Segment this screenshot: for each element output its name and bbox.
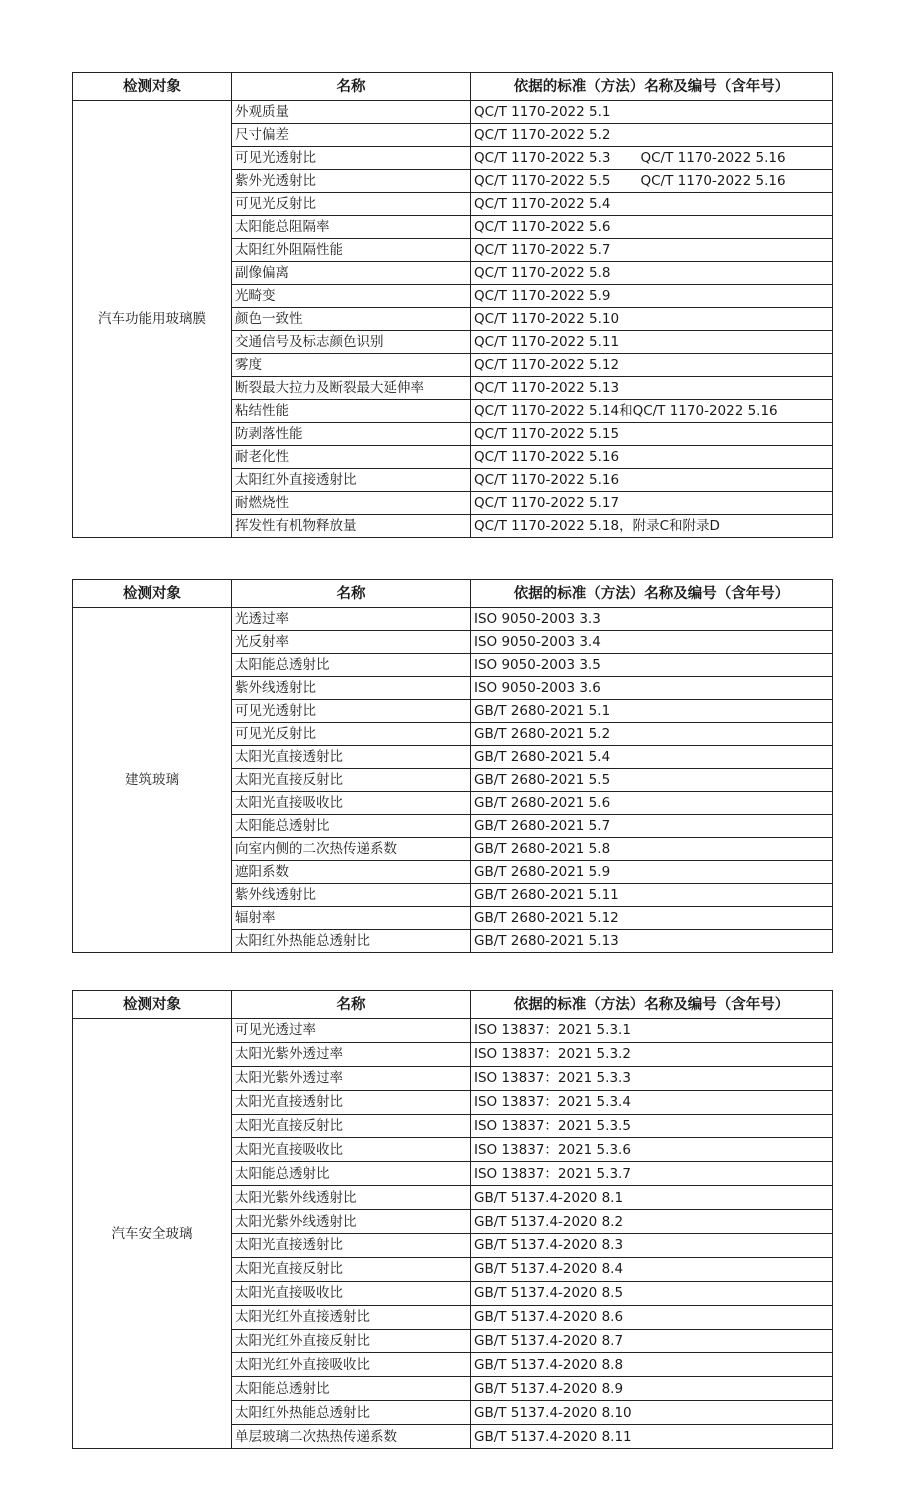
header-test-object: 检测对象 [73, 991, 232, 1019]
standard-cell [471, 101, 833, 124]
standard-cell [471, 239, 833, 262]
standard-cell [471, 884, 833, 907]
standard-cell [471, 1305, 833, 1329]
standard-cell [471, 792, 833, 815]
standard-cell [471, 1210, 833, 1234]
standard-cell [471, 1162, 833, 1186]
standard-cell [471, 815, 833, 838]
header-test-object: 检测对象 [73, 73, 232, 101]
standard-ref: QC/T 1170-2022 5.16 [474, 472, 620, 488]
standard-ref: GB/T 2680-2021 5.2 [474, 726, 611, 742]
item-name-cell: 防剥落性能 [232, 423, 471, 446]
standard-cell [471, 1042, 833, 1066]
standard-cell [471, 654, 833, 677]
standard-cell [471, 1186, 833, 1210]
standard-cell [471, 423, 833, 446]
item-name-cell: 太阳红外直接透射比 [232, 469, 471, 492]
standard-ref: GB/T 5137.4-2020 8.3 [474, 1237, 624, 1254]
standard-ref: ISO 9050-2003 3.6 [474, 680, 601, 696]
item-name-cell: 太阳红外阻隔性能 [232, 239, 471, 262]
standard-cell [471, 746, 833, 769]
item-name-cell: 尺寸偏差 [232, 124, 471, 147]
header-standard: 依据的标准（方法）名称及编号（含年号） [471, 580, 833, 608]
item-name-cell: 太阳光紫外线透射比 [232, 1210, 471, 1234]
standard-ref: QC/T 1170-2022 5.10 [474, 311, 620, 327]
item-name-cell: 可见光反射比 [232, 723, 471, 746]
item-name-cell: 可见光反射比 [232, 193, 471, 216]
item-name-cell: 太阳能总阻隔率 [232, 216, 471, 239]
standard-cell [471, 262, 833, 285]
standard-ref: QC/T 1170-2022 5.2 [474, 127, 611, 143]
standard-cell [471, 930, 833, 953]
standard-cell [471, 1329, 833, 1353]
standard-cell [471, 1257, 833, 1281]
item-name-cell: 太阳光直接透射比 [232, 746, 471, 769]
item-name-cell: 可见光透射比 [232, 700, 471, 723]
standard-ref: QC/T 1170-2022 5.4 [474, 196, 611, 212]
item-name-cell: 紫外光透射比 [232, 170, 471, 193]
header-item-name: 名称 [232, 73, 471, 101]
standard-ref: GB/T 2680-2021 5.9 [474, 864, 611, 880]
standard-cell [471, 1377, 833, 1401]
standard-ref: GB/T 5137.4-2020 8.10 [474, 1404, 632, 1421]
standards-table-building-glass [72, 579, 833, 953]
standard-ref: ISO 13837：2021 5.3.4 [474, 1094, 631, 1111]
item-name-cell: 光反射率 [232, 631, 471, 654]
item-name-cell: 太阳能总透射比 [232, 1377, 471, 1401]
standard-ref: GB/T 5137.4-2020 8.6 [474, 1309, 624, 1326]
item-name-cell: 太阳光直接透射比 [232, 1090, 471, 1114]
standard-cell [471, 1234, 833, 1258]
item-name-cell: 太阳能总透射比 [232, 654, 471, 677]
standard-cell [471, 700, 833, 723]
standard-ref: ISO 13837：2021 5.3.6 [474, 1141, 631, 1158]
standard-cell [471, 446, 833, 469]
standard-ref: ISO 13837：2021 5.3.3 [474, 1070, 631, 1087]
standard-cell [471, 1066, 833, 1090]
standard-ref: ISO 9050-2003 3.5 [474, 657, 601, 673]
table-row [73, 608, 833, 631]
header-item-name: 名称 [232, 580, 471, 608]
standard-ref: QC/T 1170-2022 5.14和QC/T 1170-2022 5.16 [474, 403, 778, 419]
item-name-cell: 外观质量 [232, 101, 471, 124]
standard-ref: GB/T 2680-2021 5.5 [474, 772, 611, 788]
item-name-cell: 粘结性能 [232, 400, 471, 423]
item-name-cell: 太阳光紫外透过率 [232, 1066, 471, 1090]
standard-ref: GB/T 5137.4-2020 8.1 [474, 1189, 624, 1206]
standard-ref: QC/T 1170-2022 5.12 [474, 357, 620, 373]
standard-ref-secondary: QC/T 1170-2022 5.16 [640, 150, 786, 166]
header-standard: 依据的标准（方法）名称及编号（含年号） [471, 991, 833, 1019]
standard-ref: GB/T 5137.4-2020 8.8 [474, 1356, 624, 1373]
standard-ref: QC/T 1170-2022 5.7 [474, 242, 611, 258]
item-name-cell: 断裂最大拉力及断裂最大延伸率 [232, 377, 471, 400]
standard-cell [471, 861, 833, 884]
standard-ref: QC/T 1170-2022 5.3 [474, 150, 611, 166]
item-name-cell: 太阳光直接反射比 [232, 1114, 471, 1138]
standard-cell [471, 1114, 833, 1138]
standard-ref: GB/T 2680-2021 5.1 [474, 703, 611, 719]
standard-ref: GB/T 2680-2021 5.8 [474, 841, 611, 857]
table-header-row [73, 991, 833, 1019]
header-item-name: 名称 [232, 991, 471, 1019]
standard-cell [471, 515, 833, 538]
standard-cell [471, 354, 833, 377]
item-name-cell: 可见光透过率 [232, 1019, 471, 1043]
standard-cell [471, 1401, 833, 1425]
standard-ref: QC/T 1170-2022 5.9 [474, 288, 611, 304]
item-name-cell: 太阳光红外直接吸收比 [232, 1353, 471, 1377]
item-name-cell: 光透过率 [232, 608, 471, 631]
standard-cell [471, 216, 833, 239]
table-header-row [73, 580, 833, 608]
standard-cell [471, 147, 833, 170]
standard-ref: QC/T 1170-2022 5.16 [474, 449, 620, 465]
table-row [73, 101, 833, 124]
item-name-cell: 辐射率 [232, 907, 471, 930]
item-name-cell: 太阳光红外直接反射比 [232, 1329, 471, 1353]
item-name-cell: 遮阳系数 [232, 861, 471, 884]
standard-cell [471, 769, 833, 792]
item-name-cell: 单层玻璃二次热热传递系数 [232, 1425, 471, 1449]
standard-ref: QC/T 1170-2022 5.5 [474, 173, 611, 189]
standard-ref: QC/T 1170-2022 5.6 [474, 219, 611, 235]
item-name-cell: 太阳光紫外透过率 [232, 1042, 471, 1066]
standard-ref: QC/T 1170-2022 5.17 [474, 495, 620, 511]
standard-ref: ISO 9050-2003 3.4 [474, 634, 601, 650]
standard-ref: QC/T 1170-2022 5.11 [474, 334, 620, 350]
standard-ref-secondary: QC/T 1170-2022 5.16 [640, 173, 786, 189]
standard-cell [471, 285, 833, 308]
standard-ref: QC/T 1170-2022 5.15 [474, 426, 620, 442]
standard-cell [471, 377, 833, 400]
standard-ref: ISO 13837：2021 5.3.5 [474, 1118, 631, 1134]
item-name-cell: 太阳红外热能总透射比 [232, 930, 471, 953]
item-name-cell: 太阳光直接吸收比 [232, 1281, 471, 1305]
item-name-cell: 紫外线透射比 [232, 677, 471, 700]
standard-ref: GB/T 2680-2021 5.12 [474, 910, 619, 926]
standard-cell [471, 170, 833, 193]
standard-cell [471, 608, 833, 631]
item-name-cell: 挥发性有机物释放量 [232, 515, 471, 538]
table-header-row [73, 73, 833, 101]
standard-cell [471, 838, 833, 861]
item-name-cell: 太阳光紫外线透射比 [232, 1186, 471, 1210]
standard-ref: GB/T 5137.4-2020 8.5 [474, 1285, 624, 1302]
standards-table-automotive-safety-glass [72, 990, 833, 1449]
standard-ref: ISO 13837：2021 5.3.7 [474, 1165, 631, 1182]
item-name-cell: 耐燃烧性 [232, 492, 471, 515]
standard-cell [471, 308, 833, 331]
standard-cell [471, 1138, 833, 1162]
header-standard: 依据的标准（方法）名称及编号（含年号） [471, 73, 833, 101]
item-name-cell: 颜色一致性 [232, 308, 471, 331]
item-name-cell: 太阳光直接反射比 [232, 769, 471, 792]
header-test-object: 检测对象 [73, 580, 232, 608]
standard-ref: ISO 13837：2021 5.3.2 [474, 1046, 631, 1063]
standard-ref: GB/T 5137.4-2020 8.7 [474, 1333, 624, 1350]
item-name-cell: 雾度 [232, 354, 471, 377]
standard-ref: QC/T 1170-2022 5.8 [474, 265, 611, 281]
standard-cell [471, 193, 833, 216]
standard-cell [471, 677, 833, 700]
item-name-cell: 副像偏离 [232, 262, 471, 285]
item-name-cell: 太阳光直接吸收比 [232, 1138, 471, 1162]
standard-ref: QC/T 1170-2022 5.1 [474, 104, 611, 120]
item-name-cell: 太阳光直接反射比 [232, 1257, 471, 1281]
test-object-cell: 汽车功能用玻璃膜 [73, 101, 232, 538]
standard-ref: GB/T 2680-2021 5.6 [474, 795, 611, 811]
standard-ref: ISO 9050-2003 3.3 [474, 611, 601, 627]
standard-cell [471, 400, 833, 423]
standards-table-automotive-film [72, 72, 833, 538]
item-name-cell: 太阳能总透射比 [232, 1162, 471, 1186]
item-name-cell: 太阳光直接吸收比 [232, 792, 471, 815]
item-name-cell: 交通信号及标志颜色识别 [232, 331, 471, 354]
standard-cell [471, 124, 833, 147]
item-name-cell: 紫外线透射比 [232, 884, 471, 907]
standard-cell [471, 1090, 833, 1114]
standard-cell [471, 1425, 833, 1449]
standard-ref: GB/T 5137.4-2020 8.4 [474, 1261, 624, 1278]
standard-cell [471, 723, 833, 746]
standard-ref: QC/T 1170-2022 5.18，附录C和附录D [474, 518, 720, 534]
standard-cell [471, 907, 833, 930]
standard-ref: GB/T 2680-2021 5.11 [474, 887, 619, 903]
standard-cell [471, 1281, 833, 1305]
standard-cell [471, 631, 833, 654]
item-name-cell: 耐老化性 [232, 446, 471, 469]
test-object-cell: 建筑玻璃 [73, 608, 232, 953]
item-name-cell: 可见光透射比 [232, 147, 471, 170]
standard-ref: GB/T 5137.4-2020 8.9 [474, 1380, 624, 1397]
standard-cell [471, 1353, 833, 1377]
standard-cell [471, 1019, 833, 1043]
item-name-cell: 太阳光红外直接透射比 [232, 1305, 471, 1329]
standard-ref: GB/T 2680-2021 5.7 [474, 818, 611, 834]
test-object-cell: 汽车安全玻璃 [73, 1019, 232, 1449]
standard-cell [471, 469, 833, 492]
standard-ref: GB/T 5137.4-2020 8.11 [474, 1428, 632, 1445]
standard-ref: QC/T 1170-2022 5.13 [474, 380, 620, 396]
item-name-cell: 太阳红外热能总透射比 [232, 1401, 471, 1425]
standard-cell [471, 492, 833, 515]
item-name-cell: 太阳光直接透射比 [232, 1234, 471, 1258]
standard-cell [471, 331, 833, 354]
item-name-cell: 向室内侧的二次热传递系数 [232, 838, 471, 861]
item-name-cell: 太阳能总透射比 [232, 815, 471, 838]
standard-ref: ISO 13837：2021 5.3.1 [474, 1022, 631, 1039]
standard-ref: GB/T 2680-2021 5.13 [474, 933, 619, 949]
standard-ref: GB/T 2680-2021 5.4 [474, 749, 611, 765]
item-name-cell: 光畸变 [232, 285, 471, 308]
standard-ref: GB/T 5137.4-2020 8.2 [474, 1213, 624, 1230]
table-row [73, 1019, 833, 1043]
